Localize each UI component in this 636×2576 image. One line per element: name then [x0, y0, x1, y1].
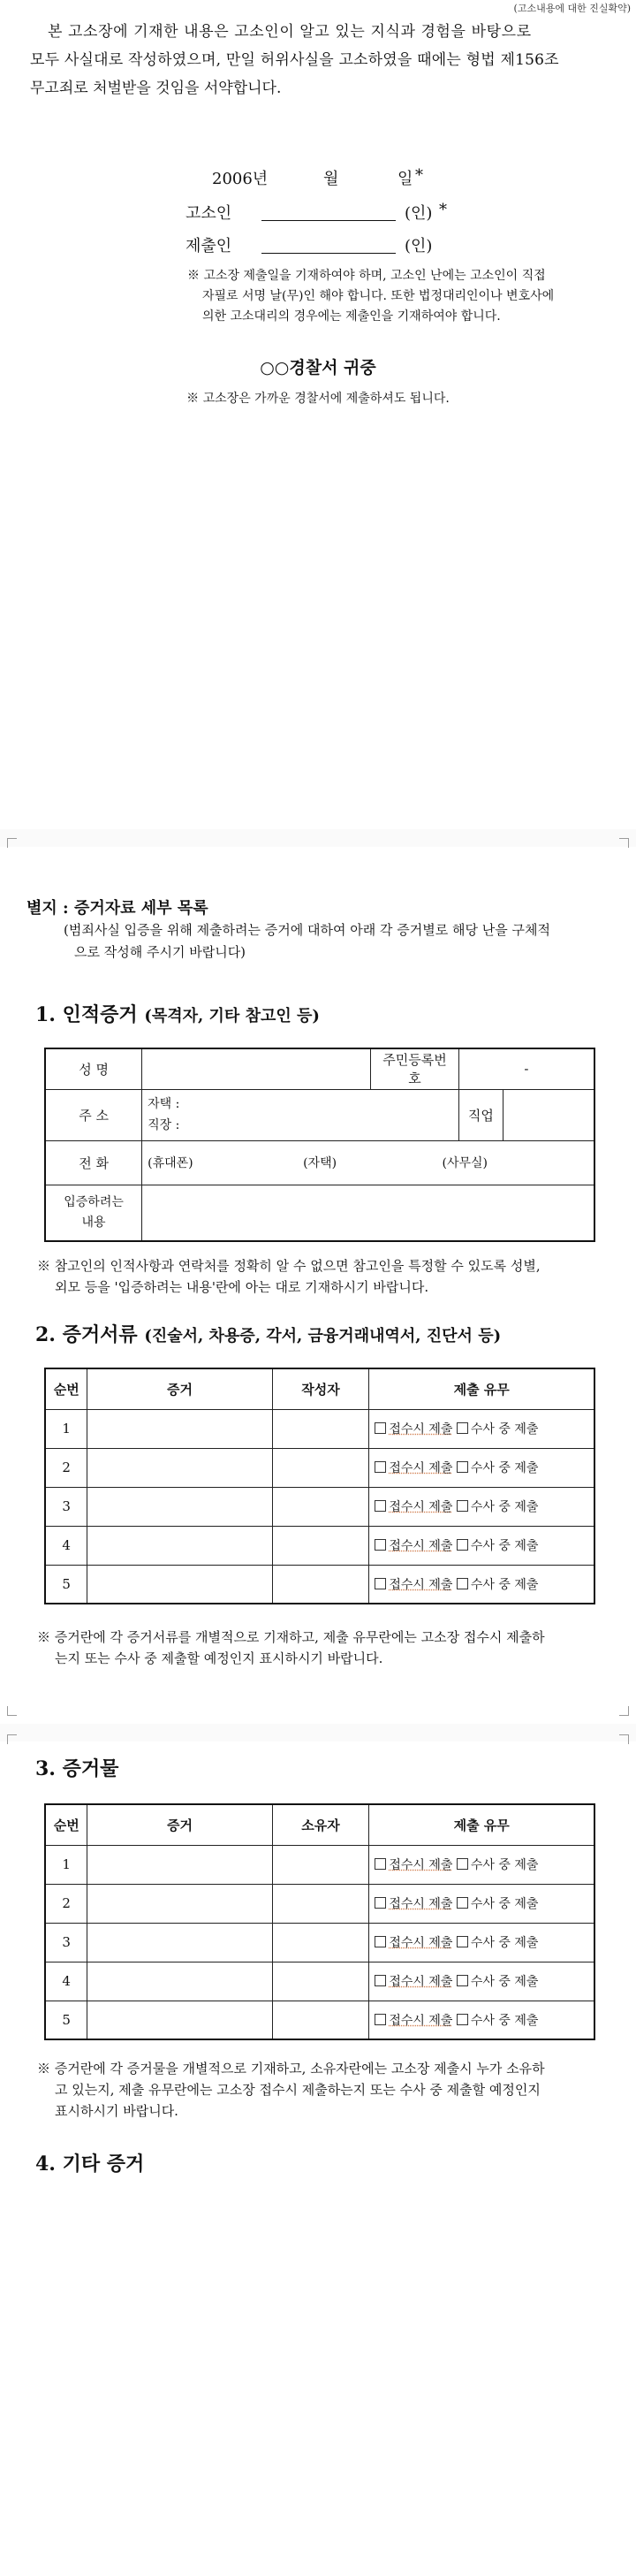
- author-cell[interactable]: [272, 1487, 369, 1526]
- evidence-cell[interactable]: [87, 1962, 272, 2001]
- checkbox-during-investigation[interactable]: [457, 2014, 468, 2025]
- option-during-investigation-label: 수사 중 제출: [470, 1422, 539, 1437]
- submission-cell: [369, 1409, 594, 1448]
- complainant-asterisk: *: [439, 201, 447, 219]
- proof-label-line-2: 내용: [81, 1215, 106, 1230]
- mobile-label: (휴대폰): [148, 1156, 193, 1170]
- option-on-filing-label: 접수시 제출: [389, 1936, 453, 1950]
- checkbox-on-filing[interactable]: [375, 1539, 386, 1551]
- checkbox-on-filing[interactable]: [375, 2014, 386, 2025]
- home-phone-label: (자택): [303, 1156, 337, 1170]
- section-documents-title: [35, 1320, 501, 1347]
- corner-mark: [7, 838, 17, 848]
- row-number: 1: [45, 1409, 87, 1448]
- col-submission: 제출 유무: [369, 1368, 594, 1409]
- option-during-investigation-label: 수사 중 제출: [470, 1500, 539, 1514]
- checkbox-on-filing[interactable]: [375, 1422, 386, 1434]
- col-seq: 순번: [45, 1804, 87, 1845]
- row-number: 4: [45, 1962, 87, 2001]
- author-cell[interactable]: [272, 1448, 369, 1487]
- checkbox-during-investigation[interactable]: [457, 1422, 468, 1434]
- proof-label-line-1: 입증하려는: [64, 1194, 124, 1209]
- rrn-label: 주민등록번호: [371, 1048, 459, 1089]
- corner-mark: [7, 1706, 17, 1716]
- signature-note: [187, 266, 602, 327]
- physical-evidence-note-line-3: 표시하시기 바랍니다.: [55, 2103, 178, 2119]
- phone-input[interactable]: [142, 1140, 594, 1185]
- owner-cell[interactable]: [272, 1962, 369, 2001]
- signature-note-line-3: 의한 고소대리의 경우에는 제출인을 기재하여야 합니다.: [202, 309, 501, 324]
- checkbox-on-filing[interactable]: [375, 1975, 386, 1986]
- witness-note: [37, 1255, 611, 1298]
- submission-cell: [369, 2001, 594, 2039]
- work-address-label: 직장 :: [148, 1118, 180, 1132]
- option-on-filing-label: 접수시 제출: [389, 1539, 453, 1553]
- section-1-heading: 1. 인적증거: [35, 1003, 138, 1026]
- complainant-sign-blank[interactable]: [261, 220, 396, 221]
- row-number: 5: [45, 2001, 87, 2039]
- submission-cell: [369, 1962, 594, 2001]
- option-on-filing-label: 접수시 제출: [389, 1422, 453, 1437]
- option-during-investigation-label: 수사 중 제출: [470, 1539, 539, 1553]
- checkbox-during-investigation[interactable]: [457, 1858, 468, 1870]
- option-on-filing-label: 접수시 제출: [389, 1897, 453, 1911]
- option-on-filing-label: 접수시 제출: [389, 1975, 453, 1989]
- submission-cell: [369, 1487, 594, 1526]
- option-during-investigation-label: 수사 중 제출: [470, 1936, 539, 1950]
- evidence-cell[interactable]: [87, 1409, 272, 1448]
- checkbox-during-investigation[interactable]: [457, 1936, 468, 1947]
- corner-mark: [7, 1734, 17, 1744]
- evidence-cell[interactable]: [87, 1884, 272, 1923]
- page-break-1: [0, 829, 636, 847]
- section-1-subheading: (목격자, 기타 참고인 등): [144, 1007, 320, 1025]
- option-during-investigation-label: 수사 중 제출: [470, 1577, 539, 1592]
- date-asterisk: *: [415, 166, 423, 185]
- signature-note-line-2: 자필로 서명 날(무)인 해야 합니다. 또한 법정대리인이나 변호사에: [202, 289, 555, 303]
- annex-description-line-2: 으로 작성해 주시기 바랍니다): [74, 944, 246, 960]
- submitter-label: 제출인: [186, 237, 232, 255]
- date-line: [212, 166, 423, 189]
- owner-cell[interactable]: [272, 2001, 369, 2039]
- option-during-investigation-label: 수사 중 제출: [470, 2013, 539, 2028]
- section-physical-evidence-title: 3. 증거물: [35, 1757, 119, 1780]
- police-station-note: ※ 고소장은 가까운 경찰서에 제출하셔도 됩니다.: [186, 392, 450, 406]
- col-evidence: 증거: [87, 1368, 272, 1409]
- section-2-subheading: (진술서, 차용증, 각서, 금융거래내역서, 진단서 등): [144, 1327, 502, 1345]
- name-label: 성 명: [45, 1048, 142, 1089]
- author-cell[interactable]: [272, 1565, 369, 1604]
- checkbox-on-filing[interactable]: [375, 1936, 386, 1947]
- checkbox-during-investigation[interactable]: [457, 1500, 468, 1512]
- submission-cell: [369, 1526, 594, 1565]
- signature-note-line-1: ※ 고소장 제출일을 기재하여야 하며, 고소인 난에는 고소인이 직접: [187, 269, 546, 283]
- submission-cell: [369, 1845, 594, 1884]
- documents-note: [37, 1627, 611, 1669]
- owner-cell[interactable]: [272, 1884, 369, 1923]
- witness-note-line-1: ※ 참고인의 인적사항과 연락처를 정확히 알 수 없으면 참고인을 특정할 수 있도록 성별,: [37, 1258, 541, 1274]
- rrn-input[interactable]: -: [458, 1048, 594, 1089]
- evidence-cell[interactable]: [87, 1526, 272, 1565]
- col-seq: 순번: [45, 1368, 87, 1409]
- author-cell[interactable]: [272, 1409, 369, 1448]
- submission-cell: [369, 1923, 594, 1962]
- owner-cell[interactable]: [272, 1845, 369, 1884]
- corner-mark: [619, 1706, 629, 1716]
- checkbox-during-investigation[interactable]: [457, 1897, 468, 1909]
- physical-evidence-note-line-1: ※ 증거란에 각 증거물을 개별적으로 기재하고, 소유자란에는 고소장 제출시 누가 소유하: [37, 2061, 545, 2077]
- evidence-cell[interactable]: [87, 1923, 272, 1962]
- submission-cell: [369, 1884, 594, 1923]
- option-on-filing-label: 접수시 제출: [389, 1577, 453, 1592]
- home-address-label: 자택 :: [148, 1097, 180, 1111]
- submitter-line: [186, 233, 504, 260]
- proof-content-input[interactable]: [142, 1185, 594, 1241]
- complainant-line: [186, 201, 504, 227]
- police-station-title: ○○경찰서 귀중: [260, 358, 376, 377]
- annex-description: [64, 919, 602, 964]
- checkbox-during-investigation[interactable]: [457, 1461, 468, 1473]
- job-label: 직업: [458, 1089, 503, 1140]
- row-number: 1: [45, 1845, 87, 1884]
- documents-note-line-1: ※ 증거란에 각 증거서류를 개별적으로 기재하고, 제출 유무란에는 고소장 접수시 제출하: [37, 1629, 545, 1645]
- section-other-evidence-title: 4. 기타 증거: [35, 2153, 145, 2176]
- option-during-investigation-label: 수사 중 제출: [470, 1461, 539, 1475]
- name-input[interactable]: [142, 1048, 371, 1089]
- option-during-investigation-label: 수사 중 제출: [470, 1975, 539, 1989]
- date-year: 2006년: [212, 170, 269, 188]
- documents-table: [44, 1368, 595, 1604]
- submission-cell: [369, 1565, 594, 1604]
- annex-title: 별지 : 증거자료 세부 목록: [26, 899, 208, 918]
- col-author: 작성자: [272, 1368, 369, 1409]
- evidence-cell[interactable]: [87, 1448, 272, 1487]
- oath-line-1: 본 고소장에 기재한 내용은 고소인이 알고 있는 지식과 경험을 바탕으로: [48, 23, 532, 41]
- documents-note-line-2: 는지 또는 수사 중 제출할 예정인지 표시하시기 바랍니다.: [55, 1650, 383, 1666]
- col-submission: 제출 유무: [369, 1804, 594, 1845]
- header-note: (고소내용에 대한 진실확약): [513, 3, 631, 14]
- author-cell[interactable]: [272, 1526, 369, 1565]
- row-number: 4: [45, 1526, 87, 1565]
- oath-line-2: 모두 사실대로 작성하였으며, 만일 허위사실을 고소하였을 때에는 형법 제156조: [30, 51, 559, 69]
- row-number: 2: [45, 1884, 87, 1923]
- option-on-filing-label: 접수시 제출: [389, 1858, 453, 1872]
- annex-description-line-1: (범죄사실 입증을 위해 제출하려는 증거에 대하여 아래 각 증거별로 해당 난을 구체적: [64, 922, 550, 938]
- option-on-filing-label: 접수시 제출: [389, 1461, 453, 1475]
- section-2-heading: 2. 증거서류: [35, 1323, 138, 1346]
- row-number: 5: [45, 1565, 87, 1604]
- proof-content-label: [45, 1185, 142, 1241]
- option-during-investigation-label: 수사 중 제출: [470, 1858, 539, 1872]
- row-number: 3: [45, 1923, 87, 1962]
- option-during-investigation-label: 수사 중 제출: [470, 1897, 539, 1911]
- section-personal-evidence-title: [35, 1000, 320, 1027]
- checkbox-during-investigation[interactable]: [457, 1975, 468, 1986]
- witness-table: [44, 1048, 595, 1242]
- option-on-filing-label: 접수시 제출: [389, 2013, 453, 2028]
- checkbox-on-filing[interactable]: [375, 1897, 386, 1909]
- page-break-2: [0, 1724, 636, 1741]
- address-label: 주 소: [45, 1089, 142, 1140]
- date-month: 월: [323, 170, 339, 188]
- oath-paragraph: [30, 18, 622, 103]
- checkbox-during-investigation[interactable]: [457, 1539, 468, 1551]
- row-number: 2: [45, 1448, 87, 1487]
- submitter-seal: (인): [405, 237, 433, 255]
- phone-label: 전 화: [45, 1140, 142, 1185]
- submission-cell: [369, 1448, 594, 1487]
- corner-mark: [619, 838, 629, 848]
- corner-mark: [619, 1734, 629, 1744]
- office-phone-label: (사무실): [442, 1156, 488, 1170]
- evidence-cell[interactable]: [87, 2001, 272, 2039]
- physical-evidence-table: [44, 1803, 595, 2040]
- checkbox-on-filing[interactable]: [375, 1500, 386, 1512]
- row-number: 3: [45, 1487, 87, 1526]
- address-input[interactable]: [142, 1089, 459, 1140]
- date-day: 일: [398, 170, 413, 188]
- checkbox-on-filing[interactable]: [375, 1858, 386, 1870]
- checkbox-on-filing[interactable]: [375, 1461, 386, 1473]
- physical-evidence-note: [37, 2058, 611, 2122]
- complainant-seal: (인): [405, 204, 433, 223]
- submitter-sign-blank[interactable]: [261, 253, 396, 254]
- job-input[interactable]: [503, 1089, 594, 1140]
- evidence-cell[interactable]: [87, 1487, 272, 1526]
- oath-line-3: 무고죄로 처벌받을 것임을 서약합니다.: [30, 80, 282, 97]
- col-owner: 소유자: [272, 1804, 369, 1845]
- checkbox-during-investigation[interactable]: [457, 1578, 468, 1589]
- complainant-label: 고소인: [186, 204, 232, 223]
- witness-note-line-2: 외모 등을 '입증하려는 내용'란에 아는 대로 기재하시기 바랍니다.: [55, 1279, 429, 1295]
- evidence-cell[interactable]: [87, 1565, 272, 1604]
- evidence-cell[interactable]: [87, 1845, 272, 1884]
- owner-cell[interactable]: [272, 1923, 369, 1962]
- col-evidence: 증거: [87, 1804, 272, 1845]
- physical-evidence-note-line-2: 고 있는지, 제출 유무란에는 고소장 접수시 제출하는지 또는 수사 중 제출할 예정인지: [55, 2082, 541, 2098]
- checkbox-on-filing[interactable]: [375, 1578, 386, 1589]
- option-on-filing-label: 접수시 제출: [389, 1500, 453, 1514]
